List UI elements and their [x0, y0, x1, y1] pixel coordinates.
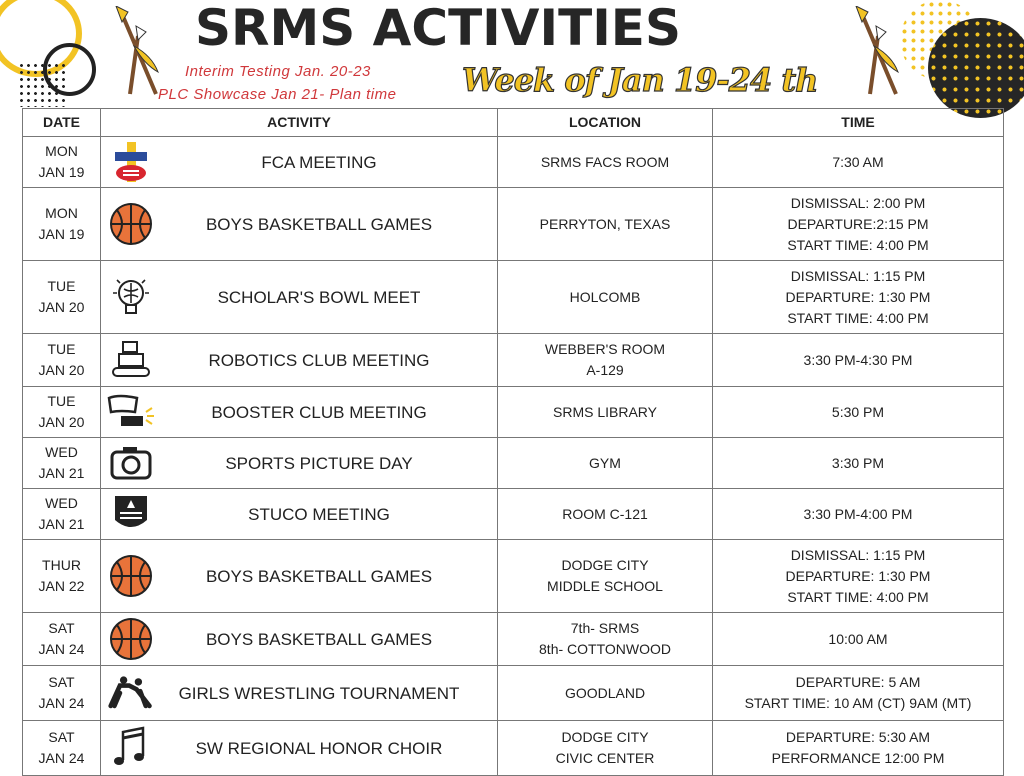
activity-cell [101, 540, 498, 613]
robot-icon [107, 338, 155, 382]
table-row [23, 334, 1004, 387]
activities-table [22, 108, 1004, 776]
page-title: SRMS ACTIVITIES [195, 0, 681, 57]
date-cell [23, 188, 101, 261]
date-cell [23, 387, 101, 438]
date: JAN 20 [38, 362, 85, 378]
time-cell [713, 334, 1004, 387]
date-cell [23, 489, 101, 540]
time-cell [713, 540, 1004, 613]
decor-dots-left [18, 62, 68, 107]
table-row [23, 137, 1004, 188]
time-line: DEPARTURE: 1:30 PM [785, 288, 931, 305]
time-cell [713, 387, 1004, 438]
activity-name: FCA MEETING [261, 152, 377, 172]
location-cell [498, 188, 713, 261]
time-line: 3:30 PM-4:30 PM [803, 351, 913, 368]
location-line: SRMS FACS ROOM [540, 153, 670, 170]
date: JAN 21 [38, 516, 85, 532]
date-cell [23, 666, 101, 721]
activity-cell [101, 261, 498, 334]
date-cell [23, 438, 101, 489]
wrestling-icon [107, 671, 155, 715]
day: SAT [48, 620, 75, 636]
date: JAN 21 [38, 465, 85, 481]
time-cell [713, 666, 1004, 721]
location-cell [498, 666, 713, 721]
location-line: DODGE CITY [561, 557, 649, 573]
date: JAN 20 [38, 299, 85, 315]
day: SAT [48, 674, 75, 690]
activity-name: ROBOTICS CLUB MEETING [208, 350, 430, 370]
date: JAN 19 [38, 226, 85, 242]
location-line: SRMS LIBRARY [553, 403, 657, 420]
time-line: 3:30 PM-4:00 PM [803, 505, 913, 522]
basketball-icon [107, 617, 155, 661]
activity-name: BOYS BASKETBALL GAMES [205, 214, 433, 234]
time-line: DEPARTURE: 5:30 AM [785, 729, 931, 745]
location-cell [498, 540, 713, 613]
date: JAN 24 [38, 695, 85, 711]
location-line: MIDDLE SCHOOL [547, 578, 663, 594]
booster-club-logo-icon [107, 390, 155, 434]
music-notes-icon [107, 726, 155, 770]
time-line: START TIME: 4:00 PM [787, 236, 929, 253]
day: TUE [47, 341, 76, 357]
time-line: 5:30 PM [831, 403, 885, 420]
location-cell [498, 387, 713, 438]
time-line: DISMISSAL: 1:15 PM [790, 546, 926, 563]
camera-icon [107, 441, 155, 485]
activity-cell [101, 334, 498, 387]
location-line: GYM [589, 454, 621, 471]
time-line: START TIME: 10 AM (CT) 9AM (MT) [744, 695, 972, 711]
time-line: DISMISSAL: 1:15 PM [790, 267, 926, 284]
basketball-icon [107, 554, 155, 598]
location-line: GOODLAND [564, 684, 646, 701]
activity-name: GIRLS WRESTLING TOURNAMENT [178, 683, 460, 703]
table-row [23, 721, 1004, 776]
day: SAT [48, 729, 75, 745]
activity-cell [101, 666, 498, 721]
time-cell [713, 137, 1004, 188]
day: WED [45, 495, 78, 511]
activity-cell [101, 721, 498, 776]
table-row [23, 666, 1004, 721]
arrows-logo-icon [108, 6, 164, 103]
location-line: CIVIC CENTER [555, 750, 655, 766]
location-line: A-129 [586, 362, 624, 378]
table-row [23, 387, 1004, 438]
location-cell [498, 261, 713, 334]
week-heading: Week of Jan 19-24 th [462, 61, 818, 99]
time-line: DEPARTURE: 5 AM [795, 674, 921, 690]
location-cell [498, 438, 713, 489]
table-row [23, 188, 1004, 261]
col-time: TIME [713, 109, 1004, 137]
time-line: DEPARTURE:2:15 PM [787, 215, 929, 232]
note-plc-showcase: PLC Showcase Jan 21- Plan time [158, 86, 397, 103]
location-line: HOLCOMB [569, 288, 641, 305]
location-line: ROOM C-121 [562, 505, 648, 522]
activity-cell [101, 438, 498, 489]
date: JAN 24 [38, 750, 85, 766]
date-cell [23, 261, 101, 334]
day: WED [45, 444, 78, 460]
time-line: 3:30 PM [831, 454, 885, 471]
time-line: START TIME: 4:00 PM [787, 309, 929, 326]
activity-name: BOOSTER CLUB MEETING [211, 402, 427, 422]
day: MON [45, 143, 78, 159]
location-line: 8th- COTTONWOOD [539, 641, 671, 657]
location-cell [498, 613, 713, 666]
activity-cell [101, 387, 498, 438]
activity-name: BOYS BASKETBALL GAMES [205, 566, 433, 586]
date-cell [23, 540, 101, 613]
activity-cell [101, 188, 498, 261]
activity-name: SCHOLAR'S BOWL MEET [217, 287, 421, 307]
activity-name: SPORTS PICTURE DAY [225, 453, 413, 473]
date-cell [23, 613, 101, 666]
time-line: DISMISSAL: 2:00 PM [790, 194, 926, 211]
decor-black-circle [928, 18, 1024, 118]
col-activity: ACTIVITY [101, 109, 498, 137]
time-cell [713, 438, 1004, 489]
day: TUE [47, 393, 76, 409]
day: THUR [42, 557, 81, 573]
table-row [23, 613, 1004, 666]
date-cell [23, 334, 101, 387]
activity-cell [101, 137, 498, 188]
table-row [23, 540, 1004, 613]
col-date: DATE [23, 109, 101, 137]
arrows-logo-icon [848, 6, 904, 103]
location-cell [498, 721, 713, 776]
time-line: DEPARTURE: 1:30 PM [785, 567, 931, 584]
time-cell [713, 489, 1004, 540]
activity-name: STUCO MEETING [248, 504, 390, 524]
location-cell [498, 334, 713, 387]
activity-name: SW REGIONAL HONOR CHOIR [195, 738, 443, 758]
location-cell [498, 489, 713, 540]
date: JAN 24 [38, 641, 85, 657]
time-line: 7:30 AM [832, 153, 884, 170]
time-line: START TIME: 4:00 PM [787, 588, 929, 605]
fca-logo-icon [107, 140, 155, 184]
time-line: 10:00 AM [828, 630, 888, 647]
activity-cell [101, 613, 498, 666]
date: JAN 20 [38, 414, 85, 430]
col-location: LOCATION [498, 109, 713, 137]
day: TUE [47, 278, 76, 294]
table-row [23, 438, 1004, 489]
location-cell [498, 137, 713, 188]
table-row [23, 489, 1004, 540]
date-cell [23, 137, 101, 188]
time-cell [713, 721, 1004, 776]
location-line: DODGE CITY [561, 729, 649, 745]
table-row [23, 261, 1004, 334]
location-line: PERRYTON, TEXAS [539, 215, 671, 232]
date: JAN 22 [38, 578, 85, 594]
date-cell [23, 721, 101, 776]
activity-cell [101, 489, 498, 540]
date: JAN 19 [38, 164, 85, 180]
time-line: PERFORMANCE 12:00 PM [771, 750, 945, 766]
time-cell [713, 188, 1004, 261]
student-council-icon [107, 492, 155, 536]
note-interim-testing: Interim Testing Jan. 20-23 [185, 63, 371, 80]
day: MON [45, 205, 78, 221]
time-cell [713, 261, 1004, 334]
basketball-icon [107, 202, 155, 246]
time-cell [713, 613, 1004, 666]
lightbulb-brain-icon [107, 275, 155, 319]
location-line: 7th- SRMS [570, 620, 640, 636]
location-line: WEBBER'S ROOM [544, 341, 666, 357]
activity-name: BOYS BASKETBALL GAMES [205, 629, 433, 649]
